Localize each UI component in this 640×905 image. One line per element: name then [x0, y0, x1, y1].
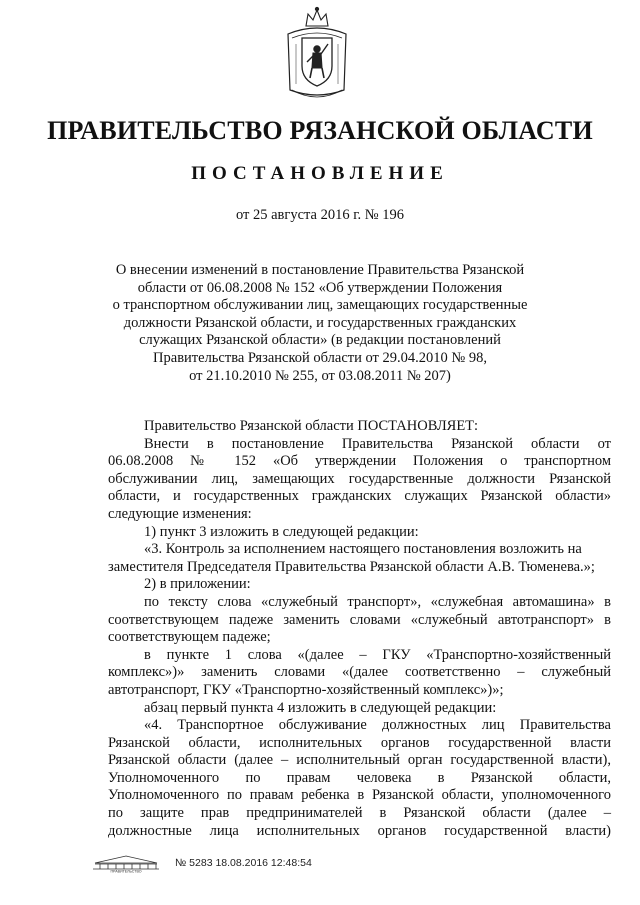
registration-stamp: № 5283 18.08.2016 12:48:54 [175, 857, 312, 869]
body-line: Уполномоченного по правам ребенка в Рязанской области, уполномоченного [108, 787, 611, 804]
date-and-number: от 25 августа 2016 г. № 196 [235, 207, 405, 223]
document-body [108, 418, 611, 840]
body-line: 2) в приложении: [144, 576, 251, 593]
coat-of-arms-emblem [282, 4, 352, 104]
subject-line: О внесении изменений в постановление Правительства Рязанской [115, 262, 525, 278]
subject-line: от 21.10.2010 № 255, от 03.08.2011 № 207) [189, 367, 451, 384]
body-line: заместителя Председателя Правительства Рязанской области А.В. Тюменева.»; [108, 558, 595, 575]
body-line: соответствующем падеже заменить словами «служебный автотранспорт» в [108, 611, 611, 628]
subject-line: области от 06.08.2008 № 152 «Об утверждении Положения [137, 279, 503, 296]
body-line: абзац первый пункта 4 изложить в следующей редакции: [144, 699, 497, 716]
document-subject [0, 262, 640, 385]
body-line: по защите прав предпринимателей в Рязанской области (далее – [108, 805, 611, 822]
body-line: 1) пункт 3 изложить в следующей редакции: [144, 523, 419, 540]
body-line: автотранспорт, ГКУ «Транспортно-хозяйственный комплекс»)»; [108, 681, 504, 698]
body-line: 06.08.2008 № 152 «Об утверждении Положения о транспортном [108, 453, 611, 470]
document-type: ПОСТАНОВЛЕНИЕ [191, 163, 449, 184]
subject-line: служащих Рязанской области» (в редакции постановлений [139, 332, 501, 349]
government-building-logo [91, 855, 161, 873]
subject-line: должности Рязанской области, и государственных гражданских [123, 314, 517, 331]
body-line: комплекс»)» заменить словами «(далее соответственно – служебный [108, 664, 611, 681]
body-line: Внести в постановление Правительства Рязанской области от [144, 435, 611, 452]
subject-line: о транспортном обслуживании лиц, замещающих государственные [112, 297, 528, 314]
body-line: в пункте 1 слова «(далее – ГКУ «Транспортно-хозяйственный [144, 646, 611, 663]
body-line: Рязанской области, исполнительных органов государственной власти [108, 734, 611, 751]
government-title: ПРАВИТЕЛЬСТВО РЯЗАНСКОЙ ОБЛАСТИ [47, 116, 593, 145]
footer-registration [91, 855, 351, 875]
body-line: Правительство Рязанской области ПОСТАНОВЛЯЕТ: [144, 418, 479, 434]
body-line: следующие изменения: [108, 505, 252, 522]
body-line: «4. Транспортное обслуживание должностных лиц Правительства [144, 717, 611, 734]
body-line: должностные лица исполнительных органов государственной власти) [108, 822, 611, 839]
body-line: Уполномоченного по правам человека в Рязанской области, [108, 769, 611, 786]
body-line: Рязанской области (далее – исполнительный орган государственной власти), [108, 752, 611, 769]
logo-caption: ПРАВИТЕЛЬСТВО [110, 869, 142, 873]
body-line: области, и государственных гражданских служащих Рязанской области» [108, 488, 611, 505]
body-line: соответствующем падеже; [108, 629, 271, 646]
body-line: по тексту слова «служебный транспорт», «служебная автомашина» в [144, 593, 611, 610]
body-line: «3. Контроль за исполнением настоящего постановления возложить на [144, 541, 582, 558]
subject-line: Правительства Рязанской области от 29.04.2010 № 98, [153, 349, 487, 366]
body-line: обслуживании лиц, замещающих государственные должности Рязанской [108, 470, 611, 487]
